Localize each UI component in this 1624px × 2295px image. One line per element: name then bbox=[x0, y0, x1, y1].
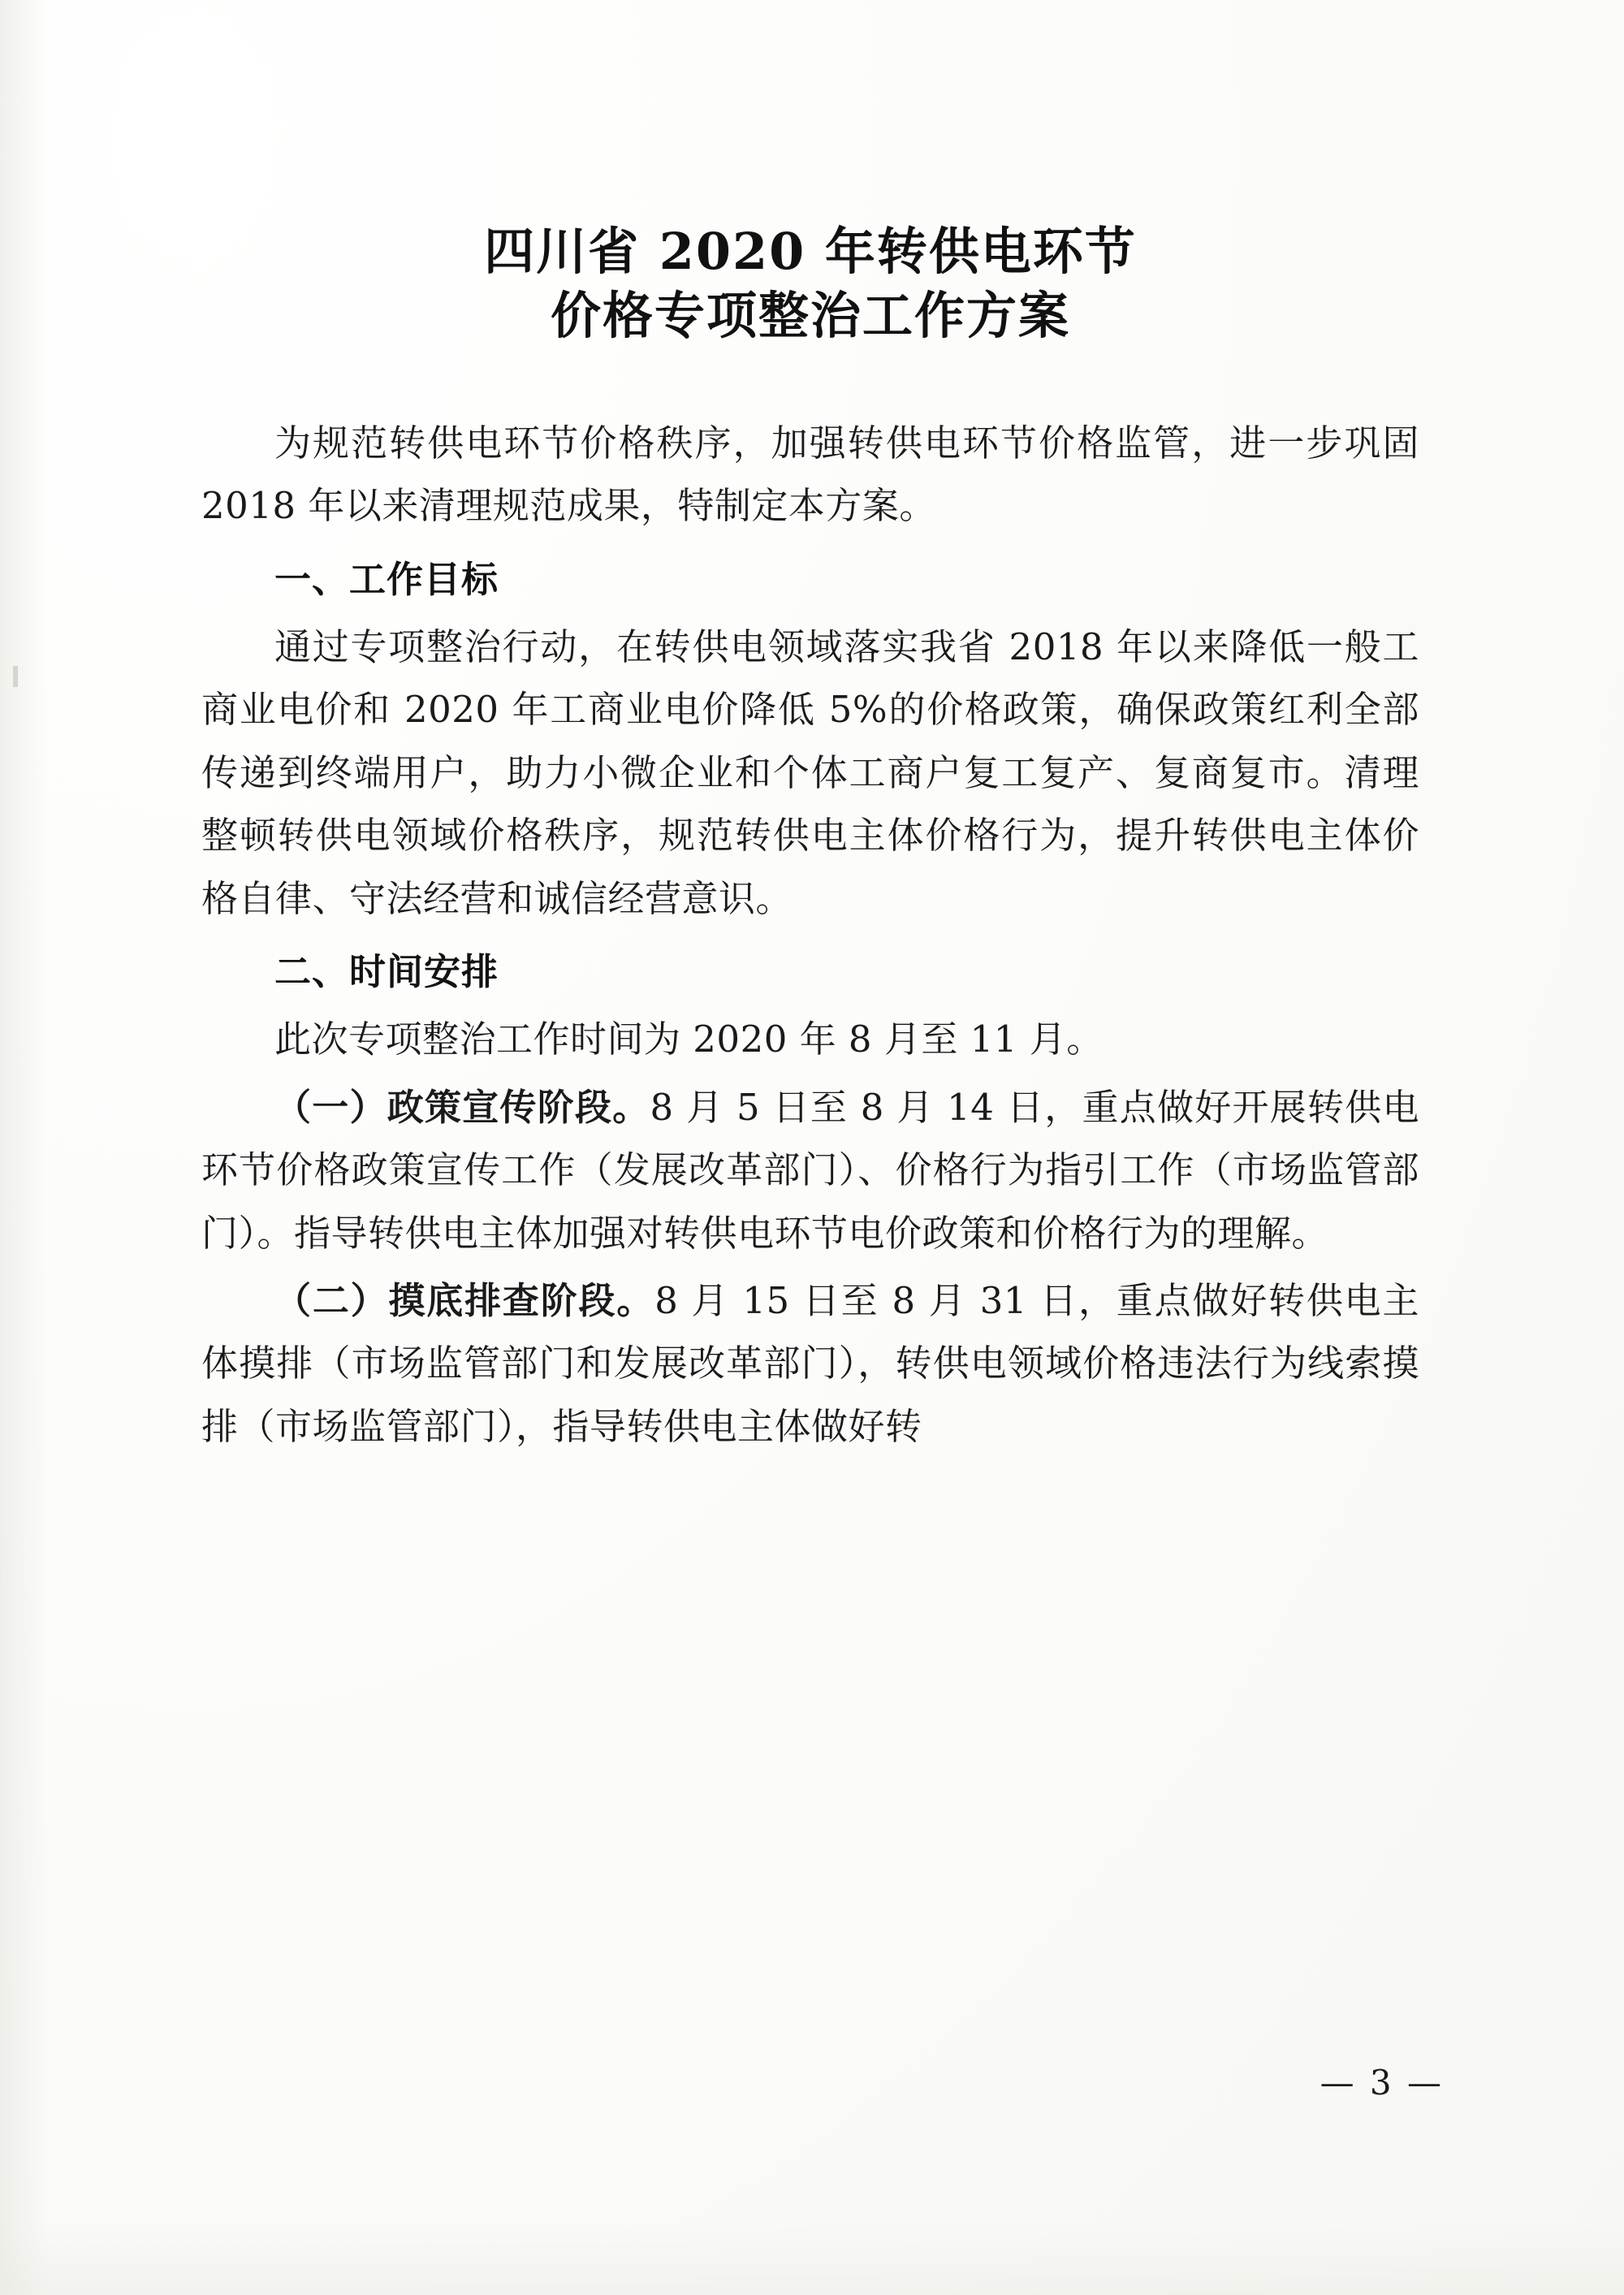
paragraph-stage-1 bbox=[201, 1076, 1419, 1264]
stage-1-label: （一）政策宣传阶段。 bbox=[274, 1085, 650, 1129]
paragraph-intro: 为规范转供电环节价格秩序，加强转供电环节价格监管，进一步巩固 2018 年以来清理规范成果，特制定本方案。 bbox=[201, 421, 1419, 528]
paragraph-schedule-overview: 此次专项整治工作时间为 2020 年 8 月至 11 月。 bbox=[274, 1018, 1104, 1061]
stage-1-text: 8 月 5 日至 8 月 14 日，重点做好开展转供电环节价格政策宣传工作（发展改革部门）、价格行为指引工作（市场监管部门）。指导转供电主体加强对转供电环节电价政策和价格行为的理解。 bbox=[201, 1085, 1419, 1255]
document-body bbox=[201, 219, 1419, 1463]
section-heading-work-goals: 一、工作目标 bbox=[274, 557, 499, 601]
stage-2-label: （二）摸底排查阶段。 bbox=[274, 1279, 655, 1323]
page-title bbox=[201, 219, 1419, 348]
paragraph-work-goals: 通过专项整治行动，在转供电领域落实我省 2018 年以来降低一般工商业电价和 2020 年工商业电价降低 5%的价格政策，确保政策红利全部传递到终端用户，助力小微企业和个体工商户复工复产、复商复市。清理整顿转供电领域价格秩序，规范转供电主体价格行为，提升转供电主体价格自律、守法经营和诚信经营意识。 bbox=[201, 625, 1419, 920]
page-number: — 3 — bbox=[1320, 2063, 1444, 2103]
document-paragraphs bbox=[201, 412, 1419, 1458]
page-title-line-2: 价格专项整治工作方案 bbox=[550, 286, 1070, 346]
page-title-line-1: 四川省 2020 年转供电环节 bbox=[484, 222, 1137, 281]
paragraph-stage-2 bbox=[201, 1269, 1419, 1458]
section-heading-schedule: 二、时间安排 bbox=[274, 949, 499, 993]
stage-2-text: 8 月 15 日至 8 月 31 日，重点做好转供电主体摸排（市场监管部门和发展改革部门），转供电领域价格违法行为线索摸排（市场监管部门），指导转供电主体做好转 bbox=[201, 1279, 1419, 1448]
page-edge-mark bbox=[13, 666, 18, 687]
